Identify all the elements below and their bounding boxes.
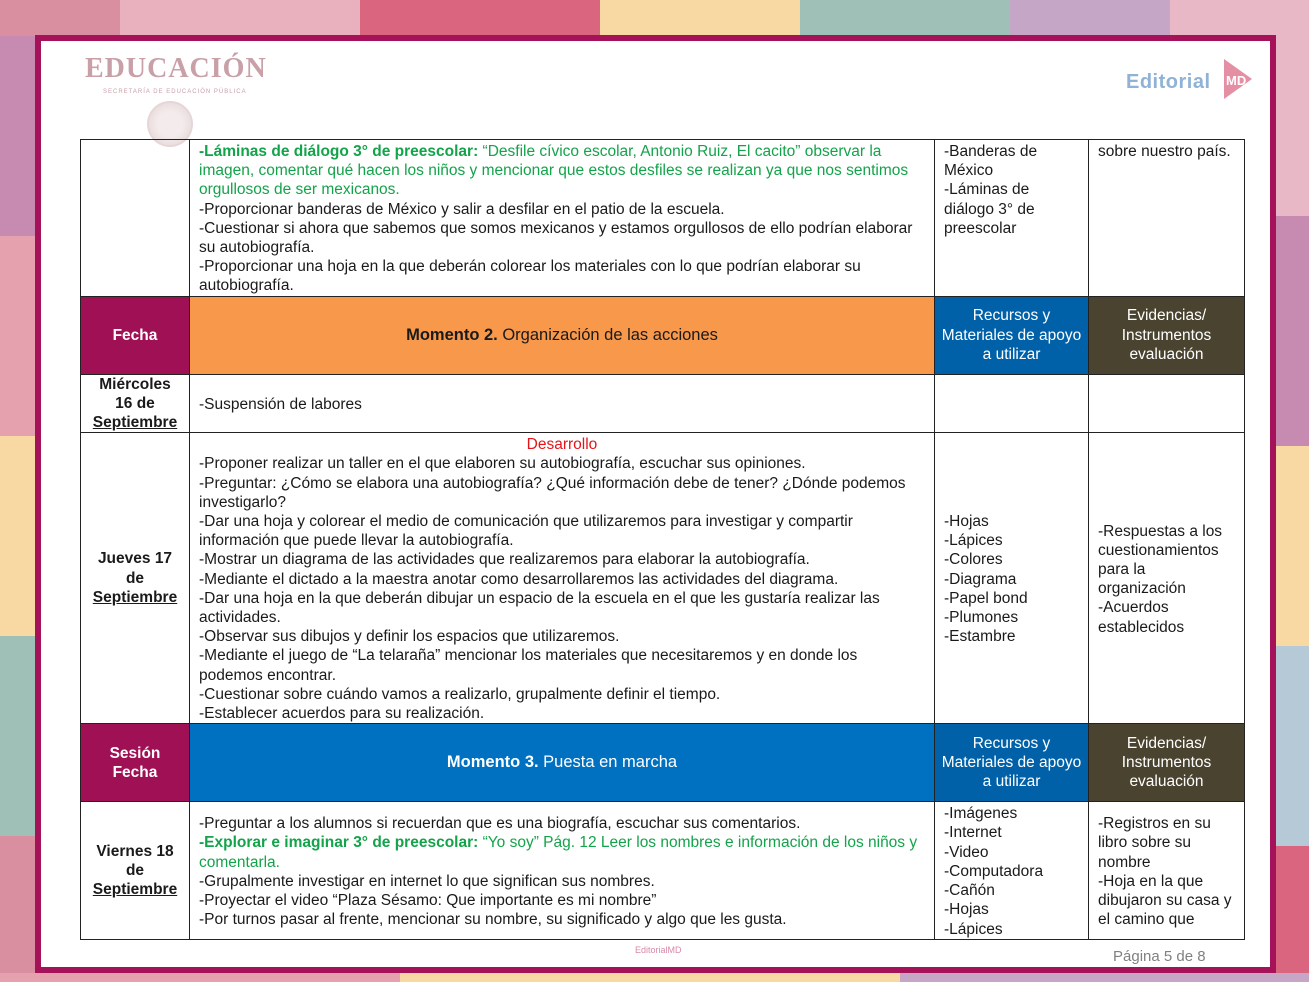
activity-bold: -Explorar e imaginar 3° de preescolar: bbox=[199, 834, 479, 852]
page-number: Página 5 de 8 bbox=[1113, 948, 1206, 965]
activity-line: -Proponer realizar un taller en el que elaboren su autobiografía, escuchar sus opiniones. bbox=[199, 455, 806, 473]
moment2-title bbox=[190, 296, 935, 374]
evidence-item: -Acuerdos establecidos bbox=[1098, 599, 1185, 636]
section-title: Desarrollo bbox=[526, 436, 598, 454]
resource-item: -Estambre bbox=[944, 628, 1016, 646]
moment2-bold: Momento 2. bbox=[406, 325, 498, 344]
activity-line: -Preguntar a los alumnos si recuerdan que es una biografía, escuchar sus comentarios. bbox=[199, 815, 801, 833]
evidence-item: -Hoja en la que dibujaron su casa y el camino que bbox=[1098, 872, 1232, 929]
editorial-logo bbox=[1126, 53, 1256, 103]
date-month: Septiembre bbox=[92, 588, 178, 606]
moment2-header-row bbox=[81, 296, 1245, 374]
resource-item: -Imágenes bbox=[944, 805, 1018, 823]
evidence-item: -Registros en su libro sobre su nombre bbox=[1098, 815, 1211, 871]
activity-line: -Proporcionar banderas de México y salir a desfilar en el patio de la escuela. bbox=[199, 200, 725, 218]
evidence-header: Evidencias/ Instrumentos evaluación bbox=[1089, 724, 1245, 802]
date-cell bbox=[81, 802, 190, 939]
activity-line: -Dar una hoja en la que deberán dibujar un espacio de la escuela en el que les gustaría realizar las actividades. bbox=[199, 589, 880, 627]
table-row bbox=[81, 802, 1245, 939]
activity-line: -Grupalmente investigar en internet lo que significan sus nombres. bbox=[199, 872, 655, 890]
editorial-md-icon bbox=[1220, 55, 1256, 101]
activity-line: -Proyectar el video “Plaza Sésamo: Que importante es mi nombre” bbox=[199, 892, 657, 910]
sep-subtitle: SECRETARÍA DE EDUCACIÓN PÚBLICA bbox=[103, 89, 247, 95]
resources-header: Recursos y Materiales de apoyo a utilizar bbox=[935, 296, 1089, 374]
session-label: Sesión bbox=[109, 744, 161, 762]
date-header: Fecha bbox=[81, 296, 190, 374]
evidence-header: Evidencias/ Instrumentos evaluación bbox=[1089, 296, 1245, 374]
date-line: Viernes 18 bbox=[96, 842, 174, 860]
date-cell-empty bbox=[81, 140, 190, 297]
resource-item: -Diagrama bbox=[944, 570, 1017, 588]
activity-cell bbox=[190, 802, 935, 939]
date-line: Miércoles bbox=[99, 375, 171, 393]
resource-item: -Cañón bbox=[944, 882, 995, 900]
table-row bbox=[81, 433, 1245, 724]
activity-line: -Dar una hoja y colorear el medio de comunicación que utilizaremos para investigar y compartir información que puede llevar la autobiografía. bbox=[199, 513, 853, 550]
activity-green: “Desfile cívico escolar, Antonio Ruiz, El cacito” observar la imagen, comentar qué hacen los niños y mencionar que estos desfiles se realizan ya que nos sentimos orgullosos de ser mexicanos. bbox=[199, 143, 909, 199]
evidence-cell bbox=[1089, 433, 1245, 724]
planning-table bbox=[80, 139, 1245, 940]
sep-title: EDUCACIÓN bbox=[85, 53, 267, 84]
evidence-item: sobre nuestro país. bbox=[1098, 143, 1231, 160]
resource-item: -Papel bond bbox=[944, 589, 1028, 607]
activity-bold: -Láminas de diálogo 3° de preescolar: bbox=[199, 143, 479, 160]
resources-cell bbox=[935, 433, 1089, 724]
evidence-cell bbox=[1089, 374, 1245, 433]
date-line: de bbox=[125, 861, 145, 879]
resource-item: -Lápices bbox=[944, 920, 1003, 938]
activity-line: -Por turnos pasar al frente, mencionar su nombre, su significado y algo que les gusta. bbox=[199, 911, 787, 929]
date-line: 16 de bbox=[115, 394, 155, 412]
resources-cell bbox=[935, 374, 1089, 433]
activity-cell: -Suspensión de labores bbox=[190, 374, 935, 433]
activity-line: -Observar sus dibujos y definir los espacios que utilizaremos. bbox=[199, 628, 620, 646]
table-row bbox=[81, 374, 1245, 433]
activity-line: -Proporcionar una hoja en la que deberán colorear los materiales con lo que podrían elaborar su autobiografía. bbox=[199, 258, 861, 295]
activity-line: -Mostrar un diagrama de las actividades que realizaremos para elaborar la autobiografía. bbox=[199, 551, 810, 569]
moment2-text: Organización de las acciones bbox=[497, 325, 718, 344]
activity-cell bbox=[190, 140, 935, 297]
editorial-label: Editorial bbox=[1126, 71, 1211, 93]
evidence-cell bbox=[1089, 802, 1245, 939]
resource-item: -Computadora bbox=[944, 862, 1044, 880]
resource-item: -Hojas bbox=[944, 513, 989, 531]
date-header bbox=[81, 724, 190, 802]
evidence-item: -Respuestas a los cuestionamientos para la organización bbox=[1098, 522, 1223, 598]
activity-line: -Cuestionar sobre cuándo vamos a realizarlo, grupalmente definir el tiempo. bbox=[199, 685, 721, 703]
page-frame bbox=[35, 35, 1276, 973]
sep-logo bbox=[85, 53, 285, 148]
date-month: Septiembre bbox=[92, 881, 178, 899]
date-line: Jueves 17 bbox=[97, 550, 173, 568]
date-cell bbox=[81, 374, 190, 433]
evidence-cell bbox=[1089, 140, 1245, 297]
activity-line: -Establecer acuerdos para su realización. bbox=[199, 705, 485, 723]
resources-header: Recursos y Materiales de apoyo a utilizar bbox=[935, 724, 1089, 802]
activity-line: -Mediante el dictado a la maestra anotar como desarrollaremos las actividades del diagrama. bbox=[199, 570, 839, 588]
date-label: Fecha bbox=[112, 763, 158, 781]
activity-line: -Mediante el juego de “La telaraña” mencionar los materiales que necesitaremos y en donde los podemos encontrar. bbox=[199, 647, 858, 684]
date-cell bbox=[81, 433, 190, 724]
date-line: de bbox=[125, 569, 145, 587]
activity-green: “Yo soy” Pág. 12 Leer los nombres e información de los niños y comentarla. bbox=[199, 834, 918, 871]
resources-cell bbox=[935, 140, 1089, 297]
moment3-header-row bbox=[81, 724, 1245, 802]
editorial-mark: MD bbox=[1226, 73, 1247, 88]
resource-item: -Láminas de diálogo 3° de preescolar bbox=[944, 181, 1035, 237]
resource-item: -Lápices bbox=[944, 532, 1003, 550]
resource-item: -Banderas de México bbox=[944, 143, 1038, 180]
footer-logo: EditorialMD bbox=[635, 945, 682, 955]
moment3-bold: Momento 3. bbox=[446, 753, 539, 772]
resource-item: -Plumones bbox=[944, 609, 1019, 627]
resource-item: -Video bbox=[944, 843, 989, 861]
activity-line: -Cuestionar si ahora que sabemos que somos mexicanos y estamos orgullosos de ello podrían elaborar su autobiografía. bbox=[199, 219, 913, 257]
resource-item: -Hojas bbox=[944, 901, 989, 919]
moment3-title bbox=[190, 724, 935, 802]
date-month: Septiembre bbox=[92, 414, 178, 432]
resources-cell bbox=[935, 802, 1089, 939]
table-row bbox=[81, 140, 1245, 297]
activity-cell bbox=[190, 433, 935, 724]
moment3-text: Puesta en marcha bbox=[538, 753, 678, 772]
resource-item: -Colores bbox=[944, 551, 1003, 569]
activity-line: -Preguntar: ¿Cómo se elabora una autobiografía? ¿Qué información debe de tener? ¿Dónde podemos investigarlo? bbox=[199, 474, 906, 511]
resource-item: -Internet bbox=[944, 824, 1002, 842]
